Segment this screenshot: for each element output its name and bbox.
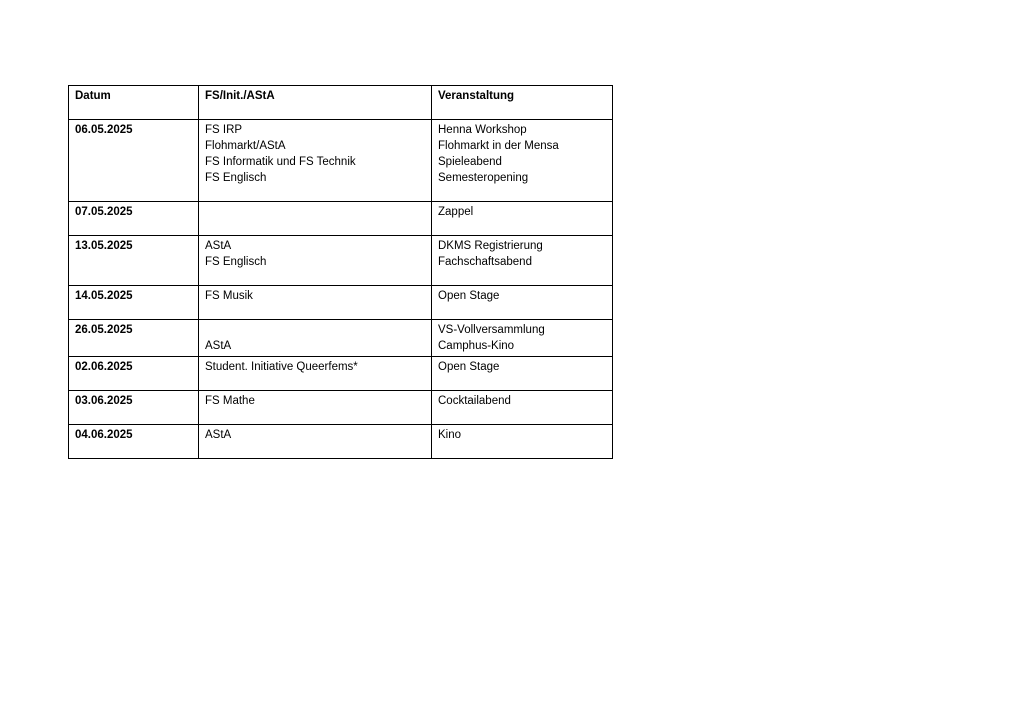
date-cell: 02.06.2025 [69,357,199,391]
date-cell: 07.05.2025 [69,202,199,236]
table-row [69,120,613,202]
event-line: Kino [438,429,462,441]
organizer-line: AStA [205,429,232,441]
date-cell: 03.06.2025 [69,391,199,425]
organizer-line: AStA [205,340,232,352]
organizer-cell [199,202,432,236]
date-cell: 26.05.2025 [69,320,199,357]
event-line: Open Stage [438,290,500,302]
event-line: Henna Workshop [438,124,527,136]
table-row [69,320,613,357]
organizer-line: FS Englisch [205,256,267,268]
organizer-line: FS Englisch [205,172,267,184]
event-line: Spieleabend [438,156,502,168]
event-line: DKMS Registrierung [438,240,543,252]
event-line: VS-Vollversammlung [438,324,545,336]
organizer-cell [199,425,432,459]
organizer-line: Student. Initiative Queerfems* [205,361,358,373]
header-date: Datum [69,86,199,120]
header-event: Veranstaltung [432,86,613,120]
table-row [69,202,613,236]
event-line: Open Stage [438,361,500,373]
event-line: Cocktailabend [438,395,511,407]
table-header-row [69,86,613,120]
event-cell [432,320,613,357]
organizer-cell [199,236,432,286]
event-cell [432,236,613,286]
organizer-cell [199,320,432,357]
organizer-line: FS Mathe [205,395,255,407]
event-cell [432,120,613,202]
organizer-line: FS Musik [205,290,253,302]
event-cell [432,357,613,391]
table-row [69,236,613,286]
organizer-cell [199,391,432,425]
organizer-line: FS IRP [205,124,243,136]
event-cell [432,391,613,425]
table-row [69,391,613,425]
table-row [69,357,613,391]
event-schedule-table [68,85,613,459]
header-organizer: FS/Init./AStA [199,86,432,120]
organizer-line: Flohmarkt/AStA [205,140,286,152]
organizer-line: AStA [205,240,232,252]
organizer-cell [199,120,432,202]
date-cell: 13.05.2025 [69,236,199,286]
table-row [69,425,613,459]
date-cell: 04.06.2025 [69,425,199,459]
event-line: Semesteropening [438,172,529,184]
event-line: Camphus-Kino [438,340,515,352]
event-line: Fachschaftsabend [438,256,532,268]
organizer-line: FS Informatik und FS Technik [205,156,356,168]
event-cell [432,425,613,459]
event-line: Zappel [438,206,474,218]
date-cell: 06.05.2025 [69,120,199,202]
event-cell [432,286,613,320]
organizer-cell [199,357,432,391]
date-cell: 14.05.2025 [69,286,199,320]
organizer-cell [199,286,432,320]
empty-line [205,322,425,338]
table-row [69,286,613,320]
event-line: Flohmarkt in der Mensa [438,140,559,152]
event-cell [432,202,613,236]
